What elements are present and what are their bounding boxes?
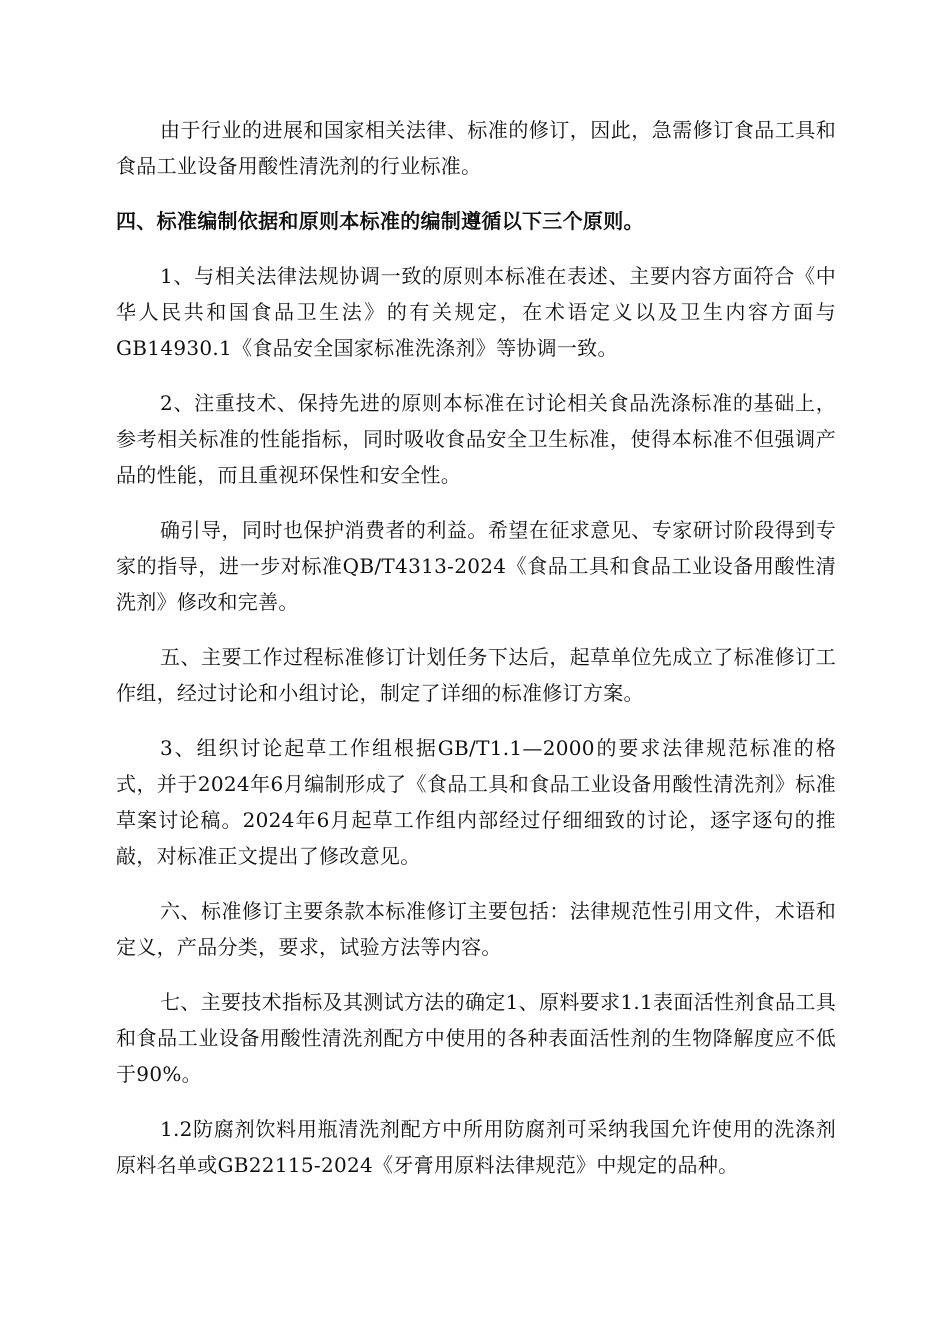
paragraph-principle-2: 2、注重技术、保持先进的原则本标准在讨论相关食品洗涤标准的基础上，参考相关标准的性能指标，同时吸收食品安全卫生标准，使得本标准不但强调产品的性能，而且重视环保性和安全性。 [116,391,836,487]
paragraph-guidance: 确引导，同时也保护消费者的利益。希望在征求意见、专家研讨阶段得到专家的指导，进一步对标准QB/T4313-2024《食品工具和食品工业设备用酸性清洗剂》修改和完善。 [116,518,836,614]
paragraph-technical-indicators: 七、主要技术指标及其测试方法的确定1、原料要求1.1表面活性剂食品工具和食品工业设备用酸性清洗剂配方中使用的各种表面活性剂的生物降解度应不低于90%。 [116,990,836,1086]
paragraph-preservatives: 1.2防腐剂饮料用瓶清洗剂配方中所用防腐剂可采纳我国允许使用的洗涤剂原料名单或GB22115-2024《牙膏用原料法律规范》中规定的品种。 [116,1117,836,1177]
paragraph-industry-progress: 由于行业的进展和国家相关法律、标准的修订，因此，急需修订食品工具和食品工业设备用酸性清洗剂的行业标准。 [116,118,836,178]
paragraph-principle-1: 1、与相关法律法规协调一致的原则本标准在表述、主要内容方面符合《中华人民共和国食品卫生法》的有关规定，在术语定义以及卫生内容方面与GB14930.1《食品安全国家标准洗涤剂》等协调一致。 [116,264,836,360]
section-heading-principles: 四、标准编制依据和原则本标准的编制遵循以下三个原则。 [116,209,644,233]
paragraph-main-clauses: 六、标准修订主要条款本标准修订主要包括：法律规范性引用文件，术语和定义，产品分类，要求，试验方法等内容。 [116,899,836,959]
paragraph-work-process: 五、主要工作过程标准修订计划任务下达后，起草单位先成立了标准修订工作组，经过讨论和小组讨论，制定了详细的标准修订方案。 [116,645,836,705]
document-page [116,112,836,1202]
paragraph-drafting: 3、组织讨论起草工作组根据GB/T1.1—2000的要求法律规范标准的格式，并于2024年6月编制形成了《食品工具和食品工业设备用酸性清洗剂》标准草案讨论稿。2024年6月起草工作组内部经过仔细细致的讨论，逐字逐句的推敲，对标准正文提出了修改意见。 [116,736,836,868]
